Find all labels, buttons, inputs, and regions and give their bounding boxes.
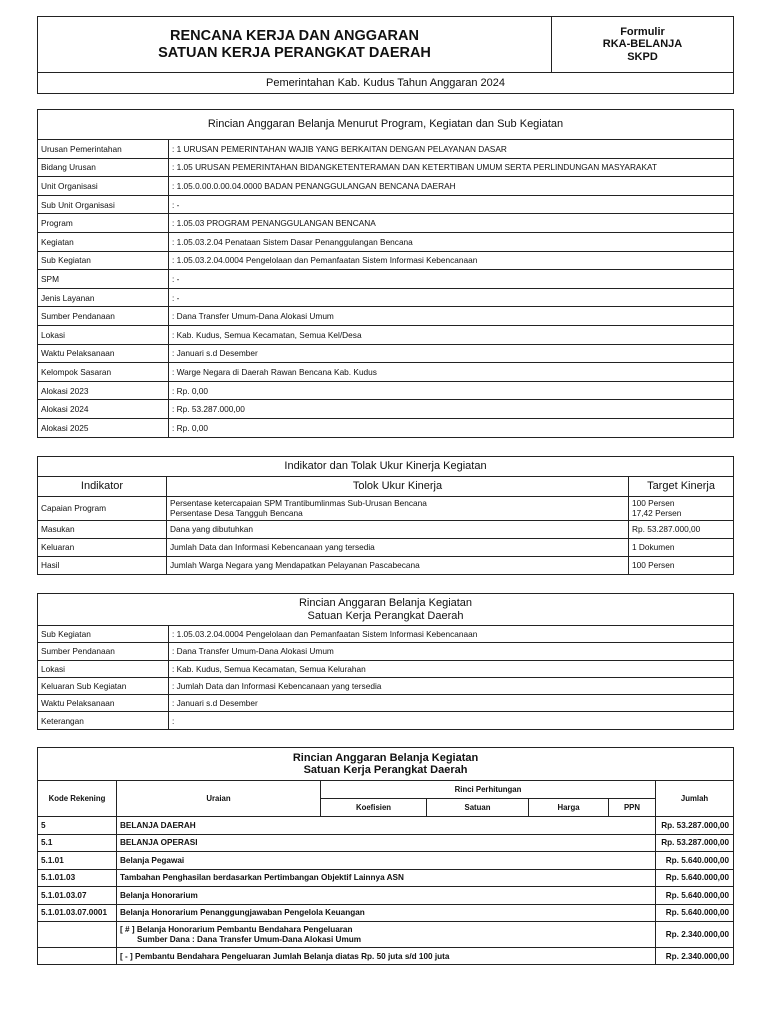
program-detail-row xyxy=(38,400,734,419)
program-detail-row xyxy=(38,288,734,307)
program-detail-row-value: : 1.05.03 PROGRAM PENANGGULANGAN BENCANA xyxy=(169,214,734,233)
budget-row xyxy=(38,852,734,870)
indicator-tolok: Jumlah Warga Negara yang Mendapatkan Pelayanan Pascabecana xyxy=(167,557,629,575)
program-detail-row-value: : 1 URUSAN PEMERINTAHAN WAJIB YANG BERKAITAN DENGAN PELAYANAN DASAR xyxy=(169,140,734,159)
activity-detail-row-value: : xyxy=(169,712,734,729)
program-detail-row xyxy=(38,140,734,159)
budget-kode: 5.1.01.03 xyxy=(38,869,117,887)
activity-detail-row-value: : Kab. Kudus, Semua Kecamatan, Semua Kelurahan xyxy=(169,660,734,677)
budget-group-line2: Sumber Dana : Dana Transfer Umum-Dana Alokasi Umum xyxy=(137,934,361,944)
program-details-table xyxy=(37,109,734,438)
budget-jumlah: Rp. 5.640.000,00 xyxy=(656,852,734,870)
program-detail-row xyxy=(38,195,734,214)
program-detail-row xyxy=(38,325,734,344)
indicator-tolok xyxy=(167,497,629,521)
budget-row xyxy=(38,817,734,835)
activity-detail-row xyxy=(38,626,734,643)
budget-kode: 5.1.01.03.07 xyxy=(38,887,117,905)
budget-group-line1: [ # ] Belanja Honorarium Pembantu Bendahara Pengeluaran xyxy=(120,924,353,934)
budget-group-uraian xyxy=(117,922,656,948)
form-title-line1: RENCANA KERJA DAN ANGGARAN xyxy=(170,27,419,44)
form-code-line1: Formulir xyxy=(620,25,665,38)
indicator-name: Hasil xyxy=(38,557,167,575)
activity-detail-row xyxy=(38,695,734,712)
budget-item-kode xyxy=(38,948,117,965)
koefisien-col-header: Koefisien xyxy=(321,799,427,817)
program-detail-row-value: : Rp. 0,00 xyxy=(169,381,734,400)
budget-section-heading xyxy=(38,748,734,781)
program-detail-row xyxy=(38,363,734,382)
program-detail-row-label: Bidang Urusan xyxy=(38,158,169,177)
budget-uraian: BELANJA DAERAH xyxy=(117,817,656,835)
program-detail-row xyxy=(38,270,734,289)
activity-section-heading xyxy=(38,594,734,626)
indicator-col-header: Indikator xyxy=(38,477,167,497)
budget-uraian: Belanja Honorarium xyxy=(117,887,656,905)
budget-jumlah: Rp. 5.640.000,00 xyxy=(656,869,734,887)
budget-uraian: Tambahan Penghasilan berdasarkan Pertimbangan Objektif Lainnya ASN xyxy=(117,869,656,887)
program-detail-row-value: : 1.05 URUSAN PEMERINTAHAN BIDANGKETENTERAMAN DAN KETERTIBAN UMUM SERTA PERLINDUNGAN MASYARAKAT xyxy=(169,158,734,177)
program-detail-row-label: Kelompok Sasaran xyxy=(38,363,169,382)
budget-kode: 5.1 xyxy=(38,834,117,852)
program-detail-row xyxy=(38,214,734,233)
budget-row xyxy=(38,887,734,905)
target-col-header: Target Kinerja xyxy=(629,477,734,497)
program-detail-row-label: SPM xyxy=(38,270,169,289)
budget-kode: 5.1.01 xyxy=(38,852,117,870)
program-detail-row-label: Sub Kegiatan xyxy=(38,251,169,270)
program-detail-row xyxy=(38,251,734,270)
activity-detail-row-value: : 1.05.03.2.04.0004 Pengelolaan dan Pemanfaatan Sistem Informasi Kebencanaan xyxy=(169,626,734,643)
ppn-col-header: PPN xyxy=(609,799,656,817)
program-detail-row-label: Kegiatan xyxy=(38,232,169,251)
program-detail-row-value: : 1.05.0.00.0.00.04.0000 BADAN PENANGGULANGAN BENCANA DAERAH xyxy=(169,177,734,196)
activity-detail-row-label: Keterangan xyxy=(38,712,169,729)
indicator-tolok-line2: Persentase Desa Tangguh Bencana xyxy=(170,507,303,518)
program-detail-row-value: : Rp. 53.287.000,00 xyxy=(169,400,734,419)
program-detail-row-label: Urusan Pemerintahan xyxy=(38,140,169,159)
indicator-row xyxy=(38,557,734,575)
program-detail-row-value: : Rp. 0,00 xyxy=(169,418,734,437)
activity-detail-row xyxy=(38,643,734,660)
budget-jumlah: Rp. 5.640.000,00 xyxy=(656,904,734,922)
indicator-row xyxy=(38,521,734,539)
indicator-target-line1: 100 Persen xyxy=(632,498,675,508)
program-detail-row xyxy=(38,158,734,177)
program-detail-row-value: : Warge Negara di Daerah Rawan Bencana Kab. Kudus xyxy=(169,363,734,382)
form-title xyxy=(38,17,552,73)
activity-detail-row xyxy=(38,660,734,677)
form-code xyxy=(552,17,734,73)
program-detail-row-label: Program xyxy=(38,214,169,233)
budget-group-kode xyxy=(38,922,117,948)
program-detail-row-value: : Kab. Kudus, Semua Kecamatan, Semua Kel/Desa xyxy=(169,325,734,344)
activity-detail-row-value: : Januari s.d Desember xyxy=(169,695,734,712)
indicator-target: Rp. 53.287.000,00 xyxy=(629,521,734,539)
form-code-line3: SKPD xyxy=(627,50,658,63)
kode-col-header: Kode Rekening xyxy=(38,781,117,817)
program-detail-row-label: Jenis Layanan xyxy=(38,288,169,307)
budget-jumlah: Rp. 5.640.000,00 xyxy=(656,887,734,905)
program-detail-row-value: : Dana Transfer Umum-Dana Alokasi Umum xyxy=(169,307,734,326)
activity-heading-line1: Rincian Anggaran Belanja Kegiatan xyxy=(298,596,473,609)
budget-row xyxy=(38,834,734,852)
program-detail-row-value: : - xyxy=(169,195,734,214)
budget-item-uraian: [ - ] Pembantu Bendahara Pengeluaran Jumlah Belanja diatas Rp. 50 juta s/d 100 juta xyxy=(117,948,656,965)
indicator-name: Capaian Program xyxy=(38,497,167,521)
indicator-name: Masukan xyxy=(38,521,167,539)
program-detail-row-label: Alokasi 2023 xyxy=(38,381,169,400)
activity-detail-row xyxy=(38,712,734,729)
program-detail-row xyxy=(38,418,734,437)
activity-detail-row-value: : Dana Transfer Umum-Dana Alokasi Umum xyxy=(169,643,734,660)
budget-item-row xyxy=(38,948,734,965)
program-detail-row-value: : Januari s.d Desember xyxy=(169,344,734,363)
indicator-table xyxy=(37,456,734,575)
activity-detail-row-label: Sub Kegiatan xyxy=(38,626,169,643)
program-detail-row-label: Alokasi 2025 xyxy=(38,418,169,437)
activity-detail-row-label: Sumber Pendanaan xyxy=(38,643,169,660)
program-detail-row-label: Waktu Pelaksanaan xyxy=(38,344,169,363)
budget-group-row xyxy=(38,922,734,948)
program-detail-row-label: Sumber Pendanaan xyxy=(38,307,169,326)
program-detail-row xyxy=(38,232,734,251)
tolok-col-header: Tolok Ukur Kinerja xyxy=(167,477,629,497)
program-detail-row-label: Alokasi 2024 xyxy=(38,400,169,419)
activity-detail-row-label: Lokasi xyxy=(38,660,169,677)
activity-detail-row-label: Waktu Pelaksanaan xyxy=(38,695,169,712)
budget-kode: 5.1.01.03.07.0001 xyxy=(38,904,117,922)
budget-heading-line1: Rincian Anggaran Belanja Kegiatan xyxy=(292,751,479,764)
activity-detail-row-value: : Jumlah Data dan Informasi Kebencanaan yang tersedia xyxy=(169,677,734,694)
program-section-heading: Rincian Anggaran Belanja Menurut Program, Kegiatan dan Sub Kegiatan xyxy=(38,110,734,140)
indicator-tolok-line1: Persentase ketercapaian SPM Trantibumlinmas Sub-Urusan Bencana xyxy=(170,498,427,508)
program-detail-row xyxy=(38,177,734,196)
program-detail-row-label: Unit Organisasi xyxy=(38,177,169,196)
budget-group-jumlah: Rp. 2.340.000,00 xyxy=(656,922,734,948)
indicator-target: 100 Persen xyxy=(629,557,734,575)
program-detail-row xyxy=(38,307,734,326)
uraian-col-header: Uraian xyxy=(117,781,321,817)
program-detail-row-label: Lokasi xyxy=(38,325,169,344)
indicator-target-line2: 17,42 Persen xyxy=(632,507,682,518)
budget-jumlah: Rp. 53.287.000,00 xyxy=(656,817,734,835)
program-detail-row-value: : - xyxy=(169,270,734,289)
program-detail-row-value: : - xyxy=(169,288,734,307)
activity-heading-line2: Satuan Kerja Perangkat Daerah xyxy=(307,609,464,622)
activity-details-table xyxy=(37,593,734,730)
budget-row xyxy=(38,869,734,887)
budget-uraian: Belanja Pegawai xyxy=(117,852,656,870)
government-year: Pemerintahan Kab. Kudus Tahun Anggaran 2024 xyxy=(38,73,734,94)
budget-heading-line2: Satuan Kerja Perangkat Daerah xyxy=(303,764,468,776)
program-detail-row-value: : 1.05.03.2.04.0004 Pengelolaan dan Pemanfaatan Sistem Informasi Kebencanaan xyxy=(169,251,734,270)
indicator-section-heading: Indikator dan Tolak Ukur Kinerja Kegiatan xyxy=(38,457,734,477)
budget-item-jumlah: Rp. 2.340.000,00 xyxy=(656,948,734,965)
budget-table xyxy=(37,747,734,965)
form-code-line2: RKA-BELANJA xyxy=(602,38,683,51)
satuan-col-header: Satuan xyxy=(427,799,529,817)
indicator-target xyxy=(629,497,734,521)
budget-jumlah: Rp. 53.287.000,00 xyxy=(656,834,734,852)
program-detail-row-label: Sub Unit Organisasi xyxy=(38,195,169,214)
harga-col-header: Harga xyxy=(529,799,609,817)
indicator-name: Keluaran xyxy=(38,539,167,557)
program-detail-row xyxy=(38,344,734,363)
program-detail-row xyxy=(38,381,734,400)
indicator-row xyxy=(38,539,734,557)
rinci-col-header: Rinci Perhitungan xyxy=(321,781,656,799)
budget-row xyxy=(38,904,734,922)
activity-detail-row-label: Keluaran Sub Kegiatan xyxy=(38,677,169,694)
indicator-row xyxy=(38,497,734,521)
budget-uraian: Belanja Honorarium Penanggungjawaban Pengelola Keuangan xyxy=(117,904,656,922)
jumlah-col-header: Jumlah xyxy=(656,781,734,817)
indicator-tolok: Jumlah Data dan Informasi Kebencanaan yang tersedia xyxy=(167,539,629,557)
activity-detail-row xyxy=(38,677,734,694)
indicator-target: 1 Dokumen xyxy=(629,539,734,557)
indicator-tolok: Dana yang dibutuhkan xyxy=(167,521,629,539)
budget-kode: 5 xyxy=(38,817,117,835)
form-header xyxy=(37,16,734,94)
program-detail-row-value: : 1.05.03.2.04 Penataan Sistem Dasar Penanggulangan Bencana xyxy=(169,232,734,251)
form-title-line2: SATUAN KERJA PERANGKAT DAERAH xyxy=(158,44,431,61)
budget-uraian: BELANJA OPERASI xyxy=(117,834,656,852)
